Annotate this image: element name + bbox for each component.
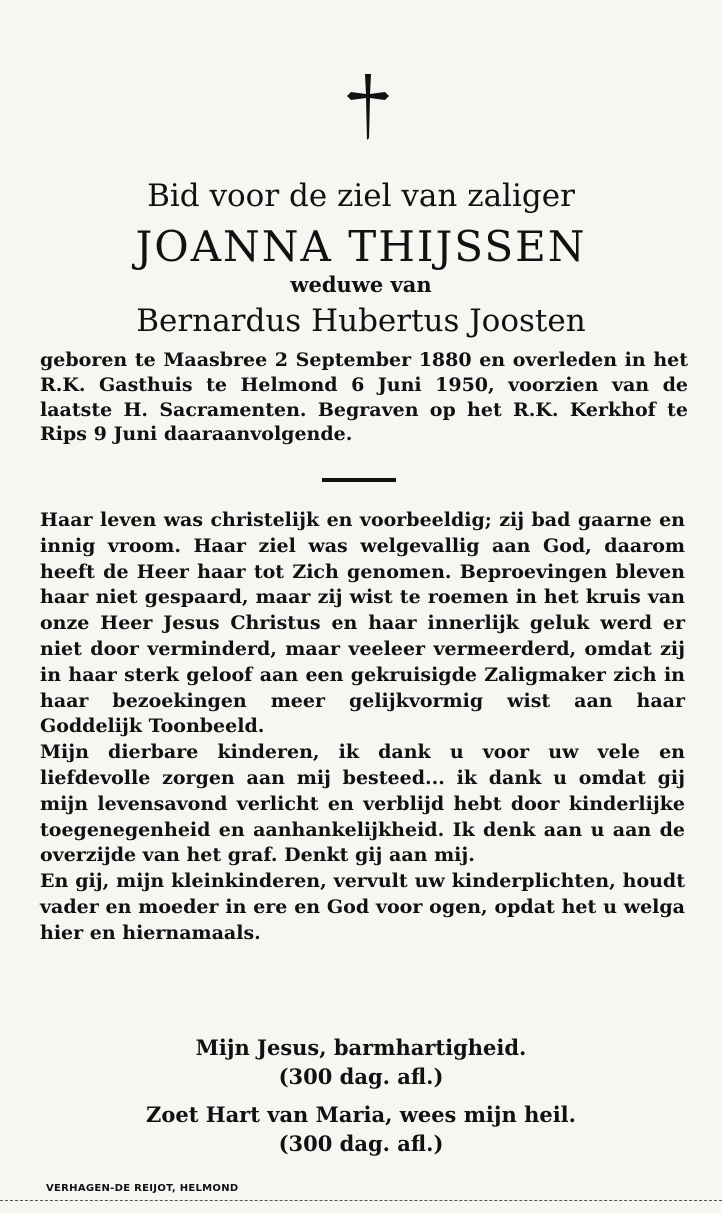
indulgence-line: (300 dag. afl.) bbox=[278, 1131, 444, 1156]
printer-imprint: VERHAGEN-DE REIJOT, HELMOND bbox=[46, 1183, 239, 1194]
cross-icon bbox=[345, 72, 391, 144]
relation-line: weduwe van bbox=[290, 272, 432, 297]
divider bbox=[322, 478, 396, 482]
spouse-name: Bernardus Hubertus Joosten bbox=[136, 303, 586, 339]
paragraph: En gij, mijn kleinkinderen, vervult uw kinderplichten, houdt vader en moeder in ere en God voor ogen, opdat het u welga hier en hiernamaals. bbox=[40, 870, 685, 944]
prayer-line: Zoet Hart van Maria, wees mijn heil. bbox=[146, 1102, 576, 1127]
memorial-text bbox=[40, 508, 685, 947]
bottom-rule bbox=[0, 1200, 722, 1201]
paragraph: Mijn dierbare kinderen, ik dank u voor uw vele en liefdevolle zorgen aan mij besteed... ik dank u omdat gij mijn levensavond verlicht en verblijd hebt door kinderlijke toegenegenheid en aanhankelijkheid. Ik denk aan u aan de overzijde van het graf. Denkt gij aan mij. bbox=[40, 741, 685, 867]
indulgence-line: (300 dag. afl.) bbox=[278, 1064, 444, 1089]
life-facts-text: geboren te Maasbree 2 September 1880 en overleden in het R.K. Gasthuis te Helmond 6 Juni 1950, voorzien van de laatste H. Sacramenten. Begraven op het R.K. Kerkhof te Rips 9 Juni daaraanvolgende. bbox=[40, 349, 688, 446]
paragraph: Haar leven was christelijk en voorbeeldig; zij bad gaarne en innig vroom. Haar ziel was welgevallig aan God, daarom heeft de Heer haar tot Zich genomen. Beproevingen bleven haar niet gespaard, maar zij wist te roemen in het kruis van onze Heer Jesus Christus en haar innerlijk geluk werd er niet door verminderd, maar veeleer vermeerderd, omdat zij in haar sterk geloof aan een gekruisigde Zaligmaker zich in haar bezoekingen meer gelijkvormig wist aan haar Goddelijk Toonbeeld. bbox=[40, 509, 685, 738]
intro-line: Bid voor de ziel van zaliger bbox=[147, 178, 575, 214]
life-facts bbox=[40, 348, 688, 447]
deceased-name: JOANNA THIJSSEN bbox=[135, 222, 587, 271]
prayer-line: Mijn Jesus, barmhartigheid. bbox=[195, 1035, 527, 1060]
